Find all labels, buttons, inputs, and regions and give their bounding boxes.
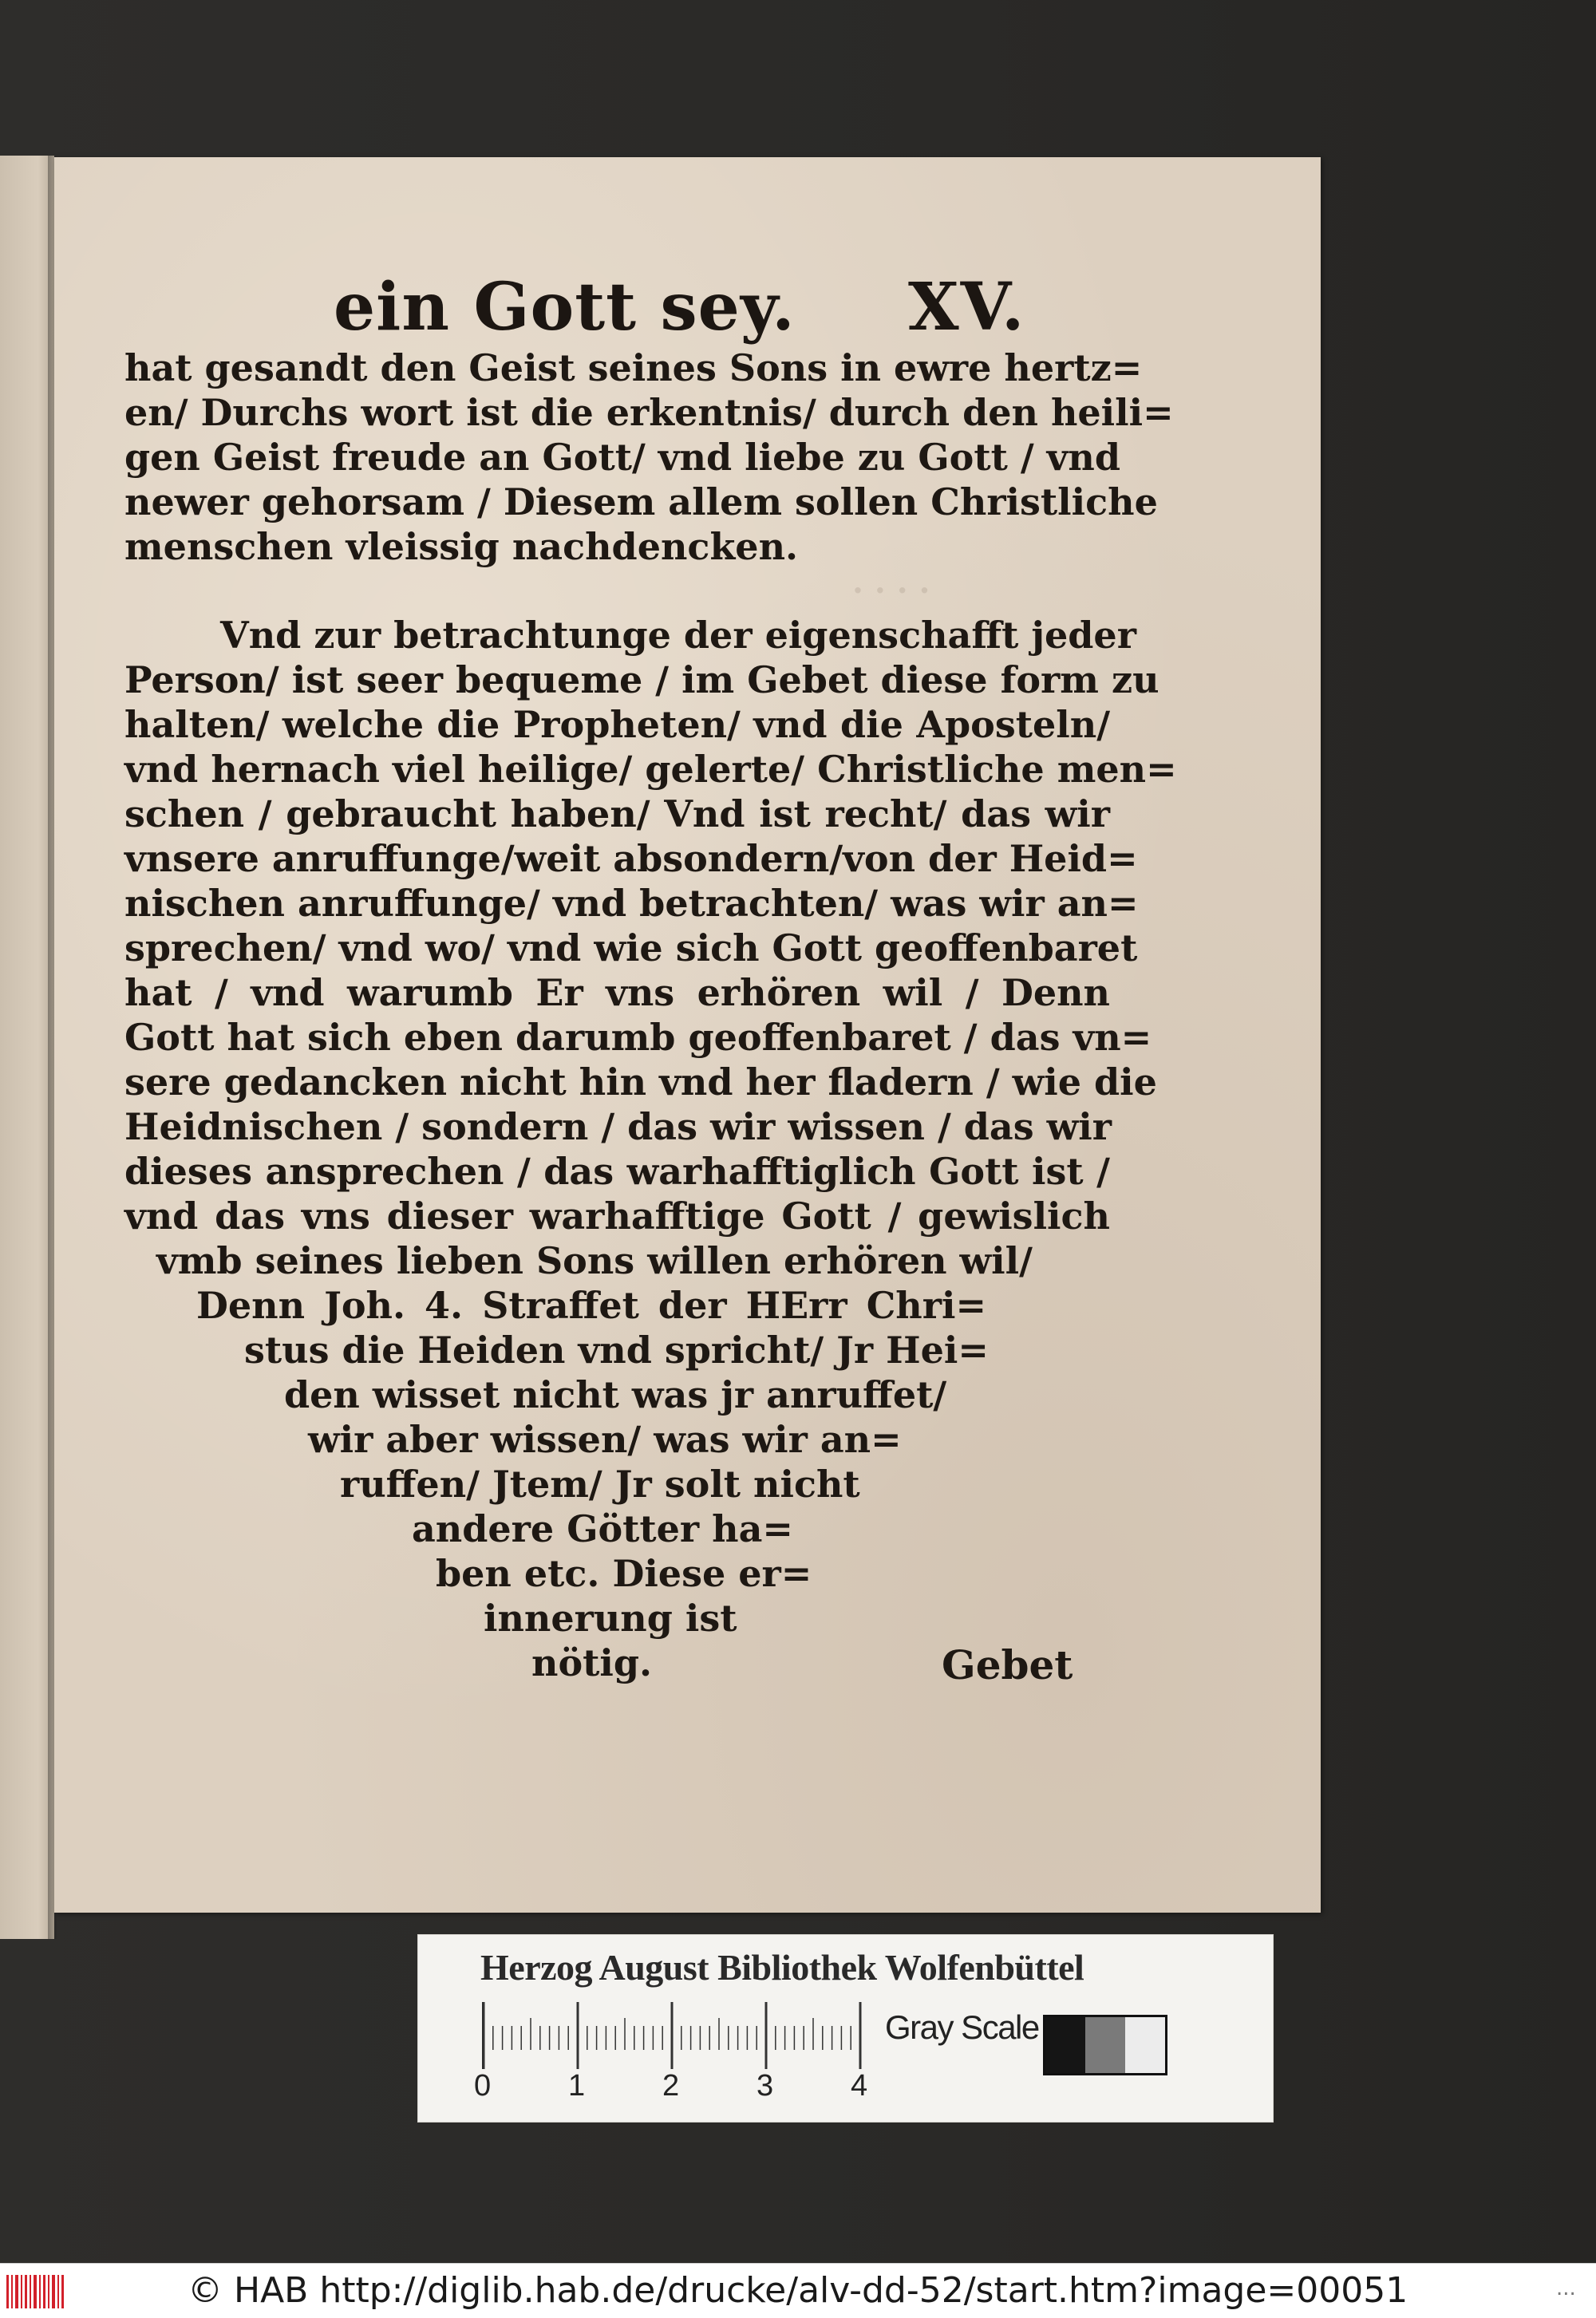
text-line: vnd hernach viel heilige/ gelerte/ Christliche men=	[124, 748, 1177, 791]
catchword: Gebet	[942, 1641, 1073, 1688]
book-page	[54, 157, 1321, 1913]
text-line: Vnd zur betrachtunge der eigenschafft jeder	[220, 614, 1136, 657]
text-line: stus die Heiden vnd spricht/ Jr Hei=	[244, 1329, 989, 1372]
library-name: Herzog August Bibliothek Wolfenbüttel	[480, 1947, 1084, 1988]
text-line: nötig.	[531, 1641, 653, 1684]
folio-number: XV.	[908, 269, 1026, 346]
text-line: vnd das vns dieser warhafftige Gott / gewislich	[124, 1195, 1110, 1238]
gray-swatch	[1085, 2017, 1125, 2073]
text-line: Gott hat sich eben darumb geoffenbaret / das vn=	[124, 1016, 1152, 1059]
show-through-text: · · · ·	[852, 572, 930, 610]
copyright-url[interactable]: © HAB http://diglib.hab.de/drucke/alv-dd-52/start.htm?image=00051	[188, 2270, 1408, 2311]
ruler-tick-label: 1	[568, 2069, 586, 2103]
text-line: sprechen/ vnd wo/ vnd wie sich Gott geoffenbaret	[124, 926, 1138, 969]
text-line: gen Geist freude an Gott/ vnd liebe zu Gott / vnd	[124, 436, 1121, 479]
gray-swatch	[1045, 2017, 1085, 2073]
text-line: hat gesandt den Geist seines Sons in ewre hertz=	[124, 346, 1143, 389]
text-line: halten/ welche die Propheten/ vnd die Aposteln/	[124, 703, 1110, 746]
text-line: ruffen/ Jtem/ Jr solt nicht	[340, 1463, 860, 1506]
text-line: hat / vnd warumb Er vns erhören wil / Denn	[124, 971, 1110, 1014]
text-line: sere gedancken nicht hin vnd her fladern / wie die	[124, 1060, 1157, 1104]
text-line: andere Götter ha=	[412, 1507, 793, 1550]
text-line: Heidnischen / sondern / das wir wissen / das wir	[124, 1105, 1112, 1148]
color-target-card	[417, 1934, 1274, 2123]
status-bar	[0, 2263, 1596, 2318]
text-line: Denn Joh. 4. Straffet der HErr Chri=	[196, 1284, 986, 1327]
text-line: vmb seines lieben Sons willen erhören wil/	[156, 1239, 1033, 1282]
grayscale-swatches	[1043, 2015, 1167, 2075]
ruler-tick-label: 4	[851, 2069, 868, 2103]
text-line: ben etc. Diese er=	[436, 1552, 812, 1595]
barcode-icon	[3, 2272, 67, 2312]
text-line: schen / gebraucht haben/ Vnd ist recht/ das wir	[124, 792, 1110, 835]
text-line: dieses ansprechen / das warhafftiglich Gott ist /	[124, 1150, 1110, 1193]
text-line: menschen vleissig nachdencken.	[124, 525, 799, 568]
text-line: Person/ ist seer bequeme / im Gebet diese form zu	[124, 658, 1159, 701]
more-icon[interactable]: ...	[1556, 2277, 1576, 2300]
scale-ruler	[482, 2002, 913, 2069]
text-line: vnsere anruffunge/weit absondern/von der Heid=	[124, 837, 1138, 880]
text-line: en/ Durchs wort ist die erkentnis/ durch den heili=	[124, 391, 1174, 434]
running-header: ein Gott sey.	[334, 269, 796, 346]
grayscale-label: Gray Scale	[885, 2008, 1039, 2046]
ruler-tick-label: 0	[474, 2069, 492, 2103]
text-line: den wisset nicht was jr anruffet/	[284, 1373, 947, 1416]
text-line: wir aber wissen/ was wir an=	[308, 1418, 902, 1461]
ruler-tick-label: 3	[757, 2069, 774, 2103]
text-line: nischen anruffunge/ vnd betrachten/ was wir an=	[124, 882, 1139, 925]
text-line: newer gehorsam / Diesem allem sollen Christliche	[124, 480, 1158, 523]
ruler-tick-label: 2	[662, 2069, 680, 2103]
text-line: innerung ist	[484, 1597, 737, 1640]
adjacent-page-edge	[0, 156, 54, 1939]
gray-swatch	[1125, 2017, 1165, 2073]
